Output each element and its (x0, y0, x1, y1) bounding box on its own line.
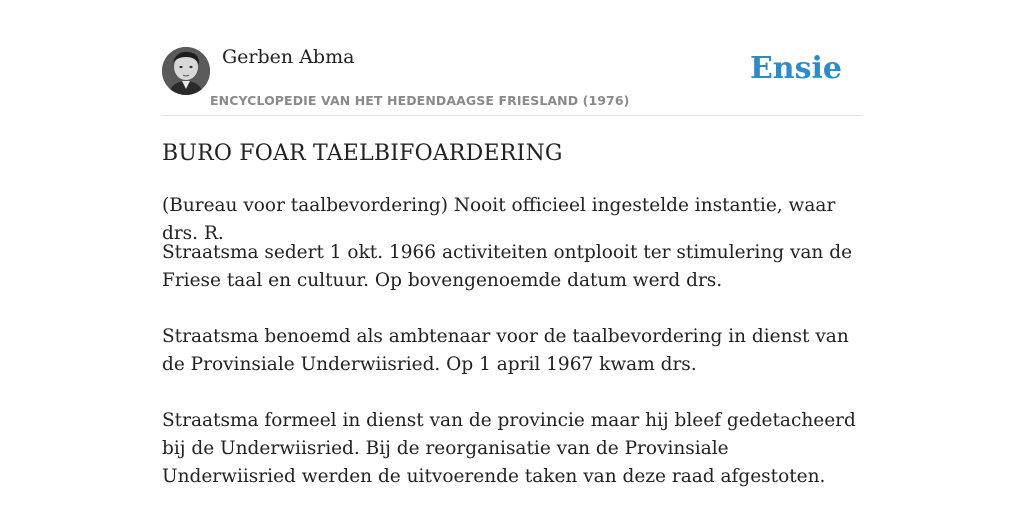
article-paragraph: Straatsma sedert 1 okt. 1966 activiteiten ontplooit ter stimulering van de Friese taal en cultuur. Op bovengenoemde datum werd drs. (162, 242, 853, 291)
author-name[interactable]: Gerben Abma (222, 46, 355, 68)
ensie-logo[interactable]: Ensie (749, 51, 842, 86)
article-title: BURO FOAR TAELBIFOARDERING (162, 141, 563, 166)
article-paragraph: (Bureau voor taalbevordering) Nooit officieel ingestelde instantie, waar drs. R. (162, 195, 836, 244)
author-photo-icon (162, 47, 210, 95)
author-avatar (162, 47, 210, 95)
article-paragraph: Straatsma formeel in dienst van de provincie maar hij bleef gedetacheerd bij de Underwiisried. Bij de reorganisatie van de Provinsiale Underwiisried werden de uitvoerende taken van deze raad afgestoten. (162, 410, 856, 487)
header-divider (162, 115, 862, 116)
article-paragraph: Straatsma benoemd als ambtenaar voor de taalbevordering in dienst van de Provinsiale Underwiisried. Op 1 april 1967 kwam drs. (162, 326, 849, 375)
source-title[interactable]: ENCYCLOPEDIE VAN HET HEDENDAAGSE FRIESLAND (1976) (210, 93, 630, 108)
